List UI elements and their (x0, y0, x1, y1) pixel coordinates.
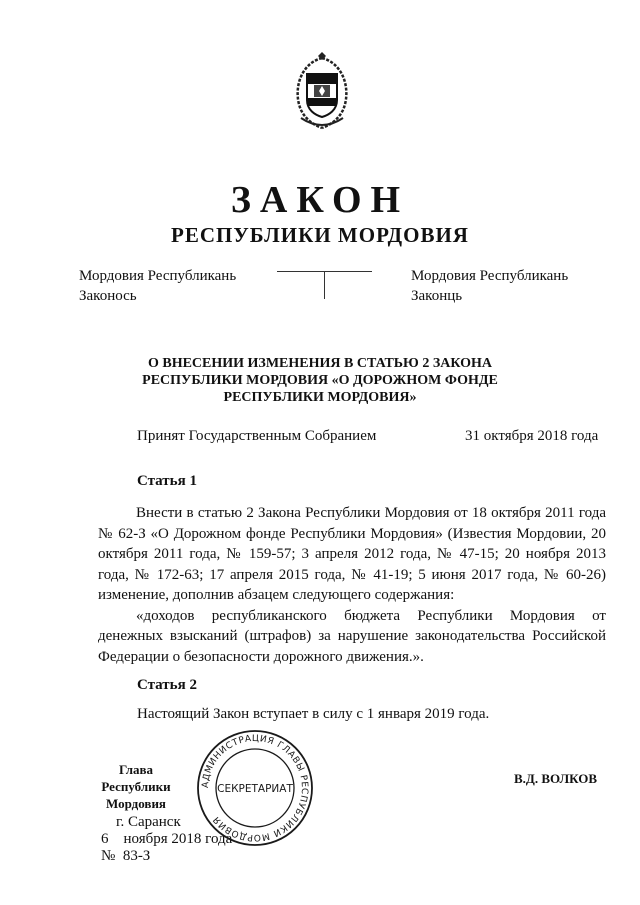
article1-paragraph2: «доходов республиканского бюджета Республики Мордовия от денежных взысканий (штрафов) за нарушение законодательства Российской Федерации о безопасности дорожного движения.». (98, 607, 606, 665)
law-heading-line2: РЕСПУБЛИКИ МОРДОВИЯ «О ДОРОЖНОМ ФОНДЕ (142, 373, 498, 388)
law-heading-line3: РЕСПУБЛИКИ МОРДОВИЯ» (223, 390, 417, 405)
article1-paragraph1: Внести в статью 2 Закона Республики Мордовия от 18 октября 2011 года № 62-З «О Дорожном фонде Республики Мордовия» (Известия Мордовии, 20 октября 2011 года, № 159-57; 3 апреля 2012 года, № 47-15; 20 ноября 2013 года, № 172-63; 17 апреля 2015 года, № 41-19; 5 июня 2017 года, № 60-26) изменение, дополнив абзацем следующего содержания: (98, 505, 606, 603)
secretariat-stamp (196, 729, 314, 847)
signatory-title (80, 761, 192, 812)
coat-of-arms-of-mordovia-icon (287, 52, 357, 132)
signing-day: 6 (101, 831, 109, 847)
article1-title: Статья 1 (137, 473, 197, 489)
moksha-title (79, 266, 236, 306)
article1-body (98, 503, 606, 667)
signatory-title-line2: Республики Мордовия (101, 779, 171, 811)
signatory-title-line1: Глава (118, 762, 154, 777)
signing-month-year: ноября 2018 года (123, 831, 233, 847)
title-separator-vertical (324, 271, 325, 299)
adoption-date: 31 октября 2018 года (465, 428, 599, 444)
law-number (101, 847, 150, 865)
erzya-title (411, 266, 568, 306)
law-title: ЗАКОН (230, 179, 410, 221)
stamp-center-text: СЕКРЕТАРИАТ (217, 783, 293, 795)
moksha-title-line2: Законось (79, 288, 137, 304)
stamp-ring-text: АДМИНИСТРАЦИЯ ГЛАВЫ РЕСПУБЛИКИ МОРДОВИЯ (200, 733, 310, 843)
law-number-prefix: № (101, 848, 116, 864)
moksha-title-line1: Мордовия Республикань (79, 268, 237, 284)
article2-title: Статья 2 (137, 677, 197, 693)
article2-text: Настоящий Закон вступает в силу с 1 января 2019 года. (137, 706, 490, 722)
law-heading (120, 355, 520, 406)
signatory-name: В.Д. ВОЛКОВ (514, 771, 598, 786)
adoption-text: Принят Государственным Собранием (137, 428, 377, 444)
law-heading-line1: О ВНЕСЕНИИ ИЗМЕНЕНИЯ В СТАТЬЮ 2 ЗАКОНА (147, 356, 493, 371)
erzya-title-line2: Законць (411, 288, 463, 304)
signing-city: г. Саранск (116, 814, 181, 830)
law-number-value: 83-З (122, 848, 151, 864)
republic-title: РЕСПУБЛИКИ МОРДОВИЯ (171, 223, 469, 247)
erzya-title-line1: Мордовия Республикань (411, 268, 569, 284)
